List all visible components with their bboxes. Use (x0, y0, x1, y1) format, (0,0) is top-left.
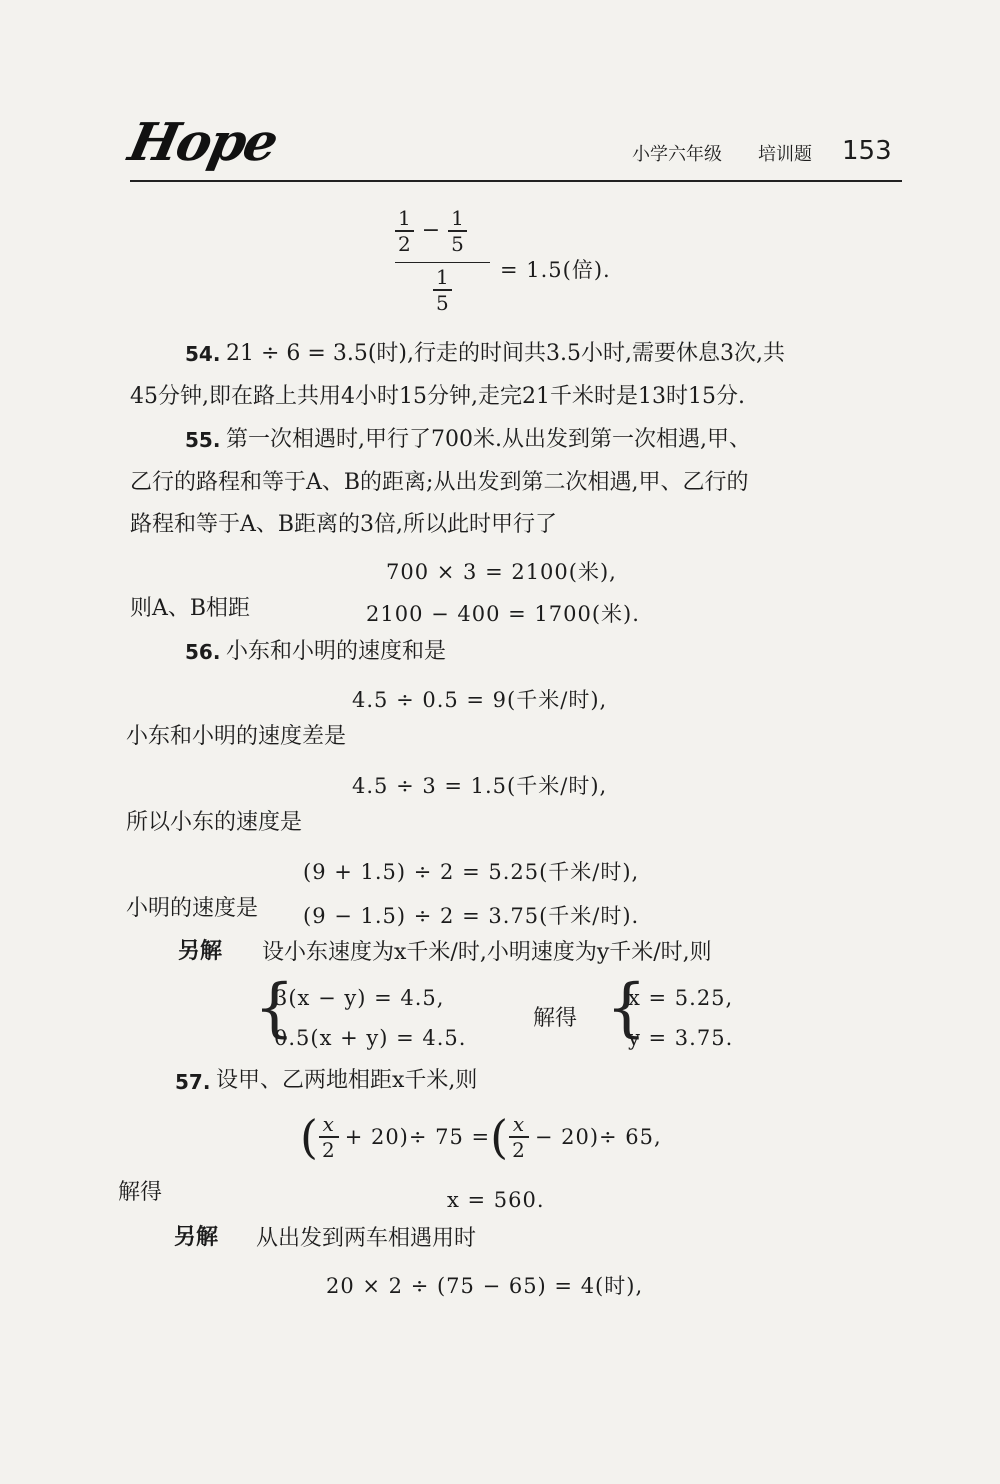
denominator: 5 (451, 231, 464, 256)
p55-label2: 则A、B相距 (130, 596, 251, 621)
numerator: x (322, 1112, 335, 1136)
p56-solve: 解得 (533, 1006, 578, 1031)
header-rule (130, 180, 902, 182)
question-number-55: 55. (185, 428, 221, 452)
p56-eq1: 4.5 ÷ 0.5 = 9(千米/时), (352, 688, 608, 712)
section-title: 培训题 (758, 144, 812, 165)
p56-line3: 所以小东的速度是 (126, 810, 303, 835)
fraction-x-over-2 (509, 1112, 529, 1162)
p55-eq2: 2100 − 400 = 1700(米). (366, 602, 640, 626)
p57-alt-label: 另解 (174, 1224, 219, 1250)
p57-line1: 设甲、乙两地相距x千米,则 (216, 1068, 478, 1093)
fraction-x-over-2 (319, 1112, 339, 1162)
p56-eq4: (9 − 1.5) ÷ 2 = 3.75(千米/时). (303, 904, 640, 928)
numerator: 1 (436, 265, 449, 289)
equation-right-part: − 20)÷ 65, (534, 1124, 662, 1149)
question-number-57: 57. (175, 1070, 211, 1094)
numerator: 1 (451, 206, 464, 230)
question-number-54: 54. (185, 342, 221, 366)
equation-left-part: + 20)÷ 75 = (344, 1124, 491, 1149)
p54-line1: 21 ÷ 6 = 3.5(时),行走的时间共3.5小时,需要休息3次,共 (226, 341, 785, 366)
p54-line2: 45分钟,即在路上共用4小时15分钟,走完21千米时是13时15分. (130, 384, 745, 409)
numerator: 1 (398, 206, 411, 230)
system2-eq-a: x = 5.25, (628, 986, 734, 1010)
p55-line2: 乙行的路程和等于A、B的距离;从出发到第二次相遇,甲、乙行的 (130, 470, 749, 495)
denominator: 2 (321, 1137, 336, 1162)
p55-eq1: 700 × 3 = 2100(米), (386, 560, 617, 584)
p57-solve: 解得 (118, 1180, 163, 1205)
p55-line3: 路程和等于A、B距离的3倍,所以此时甲行了 (130, 512, 558, 537)
denominator: 2 (398, 231, 411, 256)
p56-line2: 小东和小明的速度差是 (126, 724, 347, 749)
p57-eq-alt: 20 × 2 ÷ (75 − 65) = 4(时), (326, 1274, 644, 1298)
p56-line4: 小明的速度是 (126, 896, 259, 921)
p55-line1: 第一次相遇时,甲行了700米.从出发到第一次相遇,甲、 (226, 427, 751, 452)
p57-result: x = 560. (447, 1188, 545, 1212)
p56-line1: 小东和小明的速度和是 (226, 639, 447, 664)
left-brace: { (254, 971, 295, 1045)
fraction-half (395, 206, 414, 256)
p56-eq2: 4.5 ÷ 3 = 1.5(千米/时), (352, 774, 608, 798)
numerator: x (512, 1112, 526, 1136)
p56-alt-label: 另解 (178, 938, 223, 964)
fraction-fifth (448, 206, 467, 256)
denominator: 5 (436, 290, 449, 315)
p57-alt-line: 从出发到两车相遇用时 (256, 1226, 477, 1251)
page-number: 153 (842, 136, 892, 166)
hope-logo: Hope (123, 112, 282, 173)
compound-fraction: $\frac{1}{2}$ − $\frac{1}{5}$ $\frac{1}{5}$ (395, 206, 490, 315)
p56-eq3: (9 + 1.5) ÷ 2 = 5.25(千米/时), (303, 860, 640, 884)
question-number-56: 56. (185, 640, 221, 664)
p57-equation: ( $\frac{x}{2}$ + 20)÷ 75 = ( $\frac{x}{2}$ − 20)÷ 65, (300, 1109, 662, 1164)
ratio-result: = 1.5(倍). (500, 258, 611, 282)
system1-eq-a: 3(x − y) = 4.5, (274, 986, 445, 1010)
system2-eq-b: y = 3.75. (628, 1026, 734, 1050)
book-title: 小学六年级 (632, 144, 722, 165)
system1-eq-b: 0.5(x + y) = 4.5. (274, 1026, 467, 1050)
denominator: 2 (512, 1137, 526, 1162)
p56-alt-line: 设小东速度为x千米/时,小明速度为y千米/时,则 (262, 940, 712, 965)
fraction-denominator (433, 265, 452, 315)
left-brace: { (606, 971, 647, 1045)
